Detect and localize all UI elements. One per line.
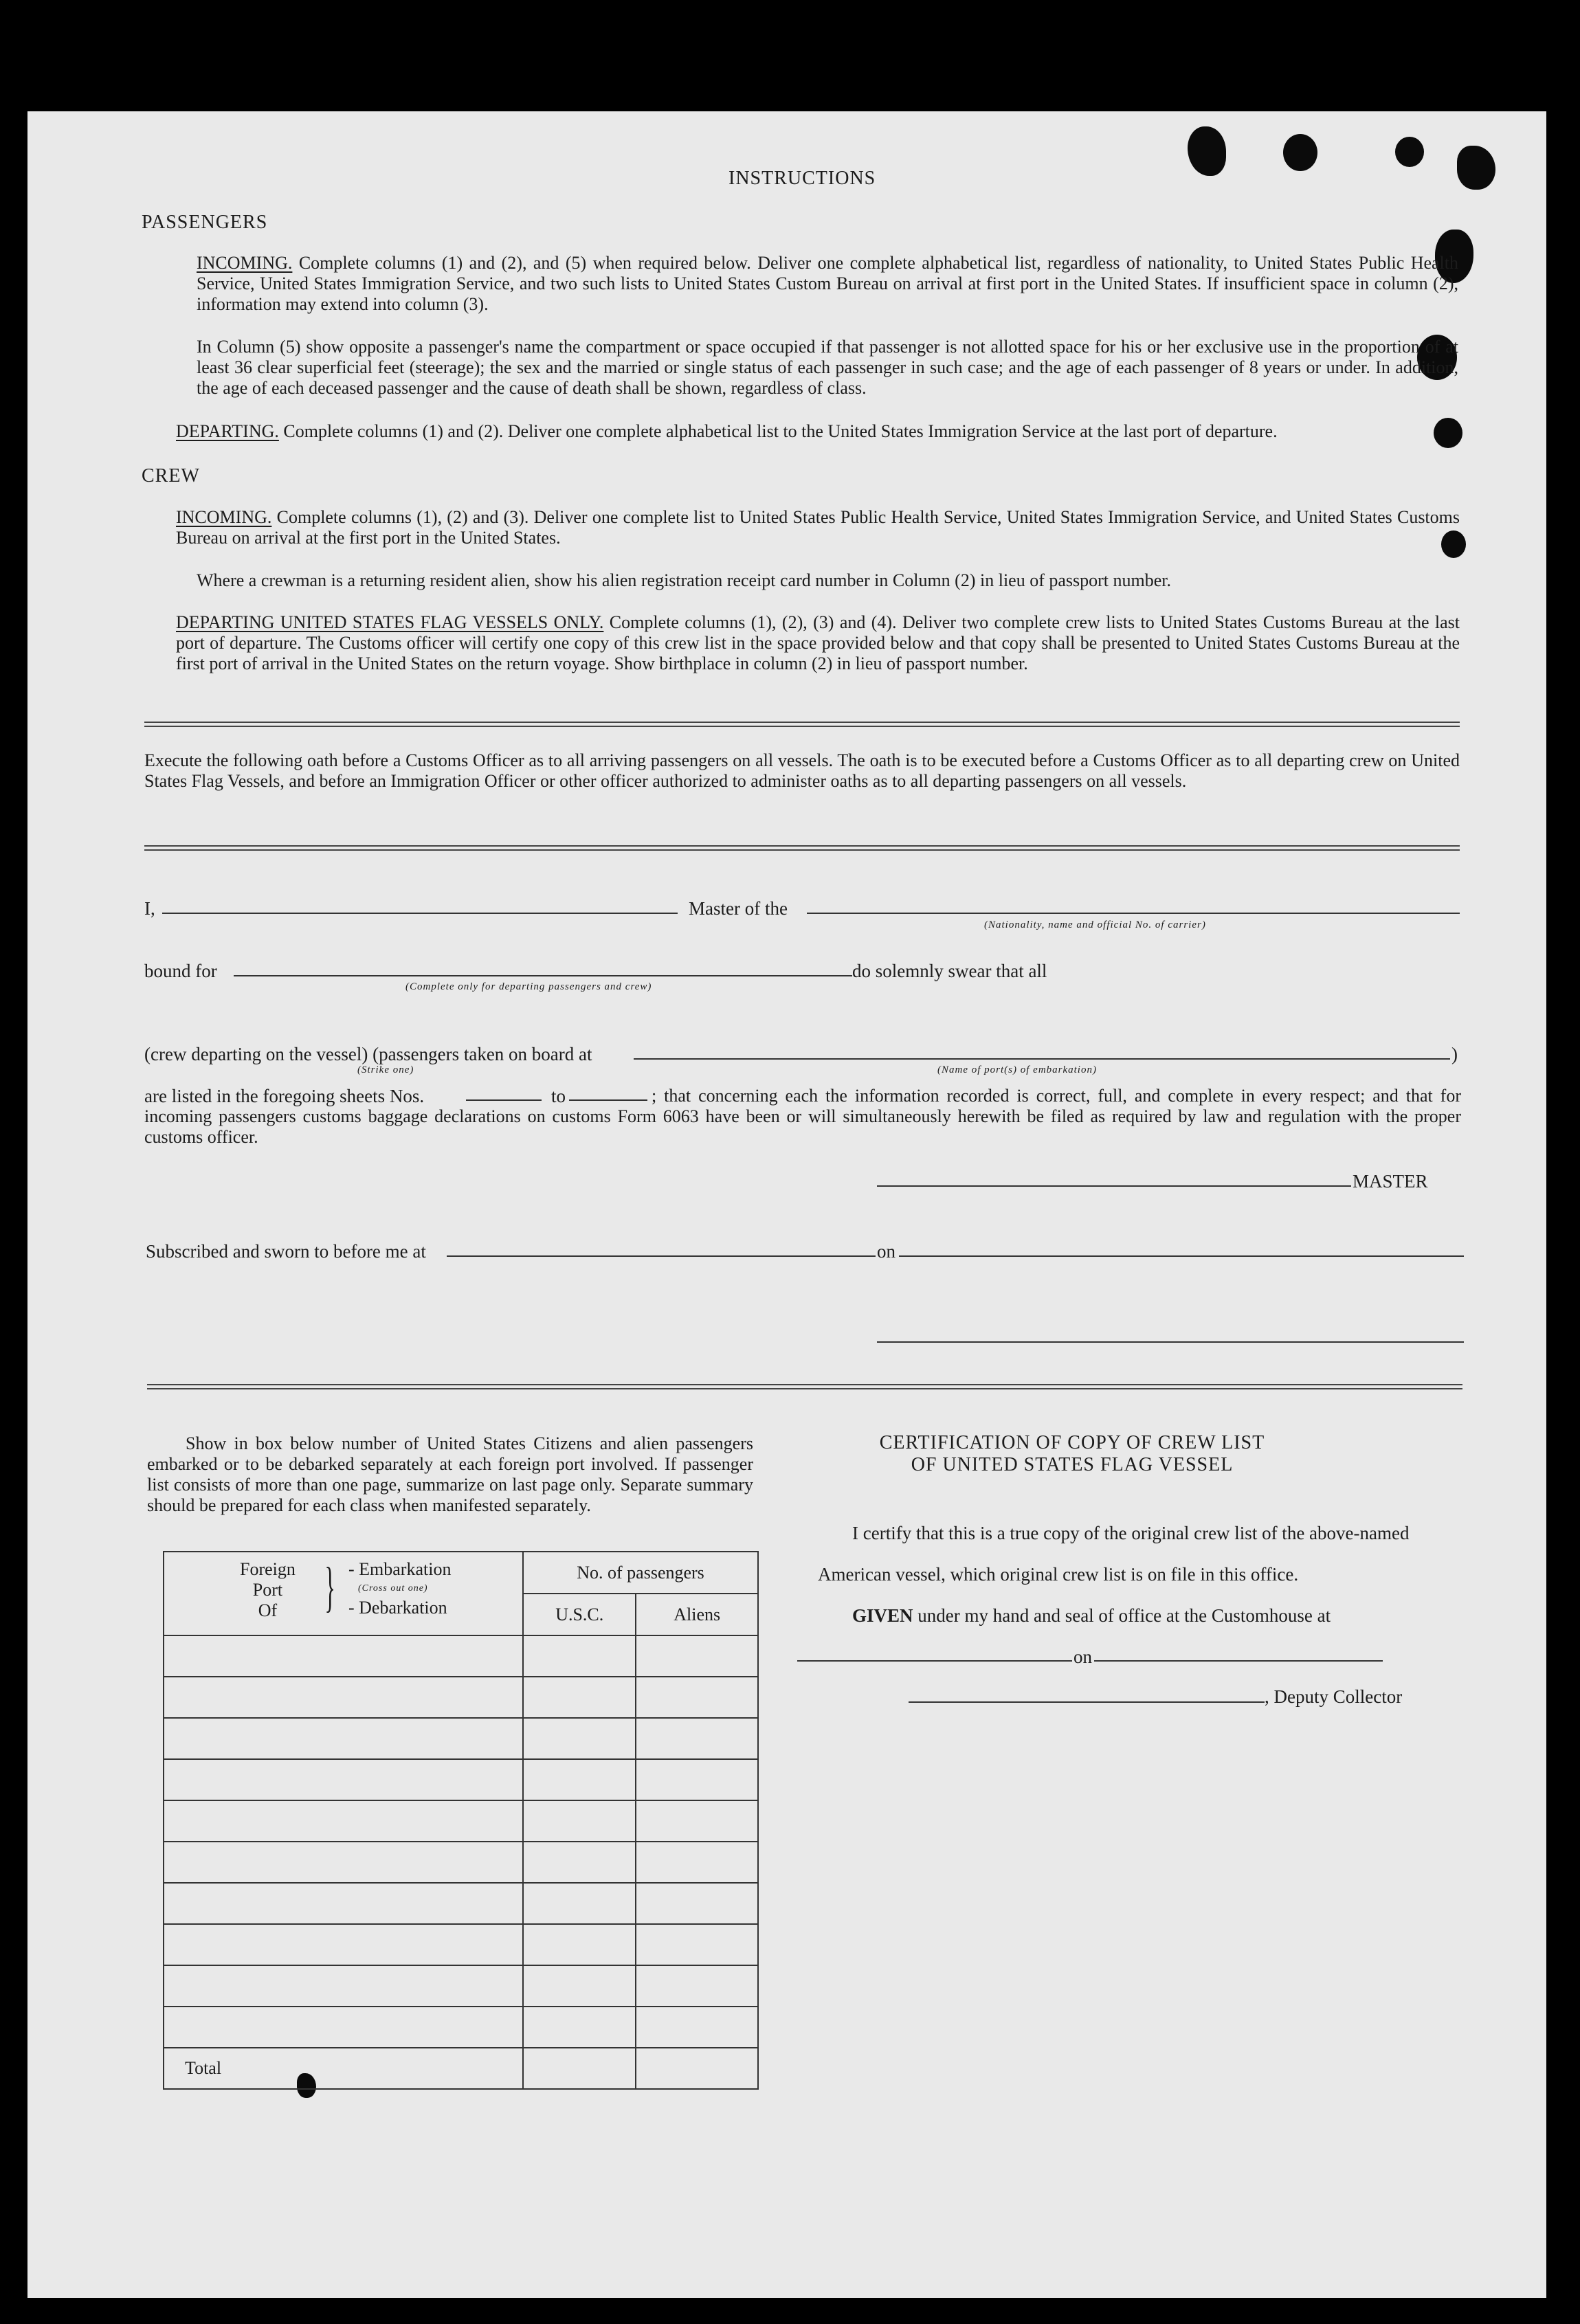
debarkation-label[interactable]: - Debarkation: [348, 1598, 447, 1618]
to-label: to: [551, 1086, 566, 1106]
aliens-cell[interactable]: [636, 1800, 758, 1842]
table-row: [164, 1883, 758, 1924]
officer-signature-field[interactable]: [877, 1341, 1464, 1343]
total-label: Total: [164, 2048, 523, 2089]
port-cell[interactable]: [164, 1924, 523, 1965]
nationality-hint: (Nationality, name and official No. of carrier): [984, 919, 1206, 930]
crew-incoming-label: INCOMING.: [176, 507, 272, 527]
aliens-cell[interactable]: [636, 2007, 758, 2048]
ports-hint: (Name of port(s) of embarkation): [937, 1064, 1097, 1075]
aliens-cell[interactable]: [636, 1924, 758, 1965]
usc-cell[interactable]: [523, 1965, 636, 2007]
aliens-header: Aliens: [636, 1594, 758, 1635]
usc-cell[interactable]: [523, 1635, 636, 1677]
oath-i-label: I,: [144, 898, 155, 919]
summary-instructions: Show in box below number of United States Citizens and alien passengers embarked or to be debarked separately at each foreign port involved. If passenger list consists of more than one page, summarize on last page only. Separate summary should be prepared for each class when manifested separately.: [147, 1433, 753, 1515]
usc-cell[interactable]: [523, 2007, 636, 2048]
cert-on-label: on: [1073, 1646, 1092, 1667]
strike-hint: (Strike one): [357, 1064, 414, 1075]
deputy-collector-label: , Deputy Collector: [1265, 1686, 1403, 1707]
aliens-cell[interactable]: [636, 1635, 758, 1677]
master-of-label: Master of the: [689, 898, 788, 919]
port-cell[interactable]: [164, 1677, 523, 1718]
sworn-place-field[interactable]: [447, 1255, 876, 1257]
given-label: GIVEN: [852, 1605, 913, 1626]
given-line: [852, 1605, 1331, 1627]
table-row: [164, 1800, 758, 1842]
table-row: [164, 1759, 758, 1800]
usc-cell[interactable]: [523, 1924, 636, 1965]
aliens-cell[interactable]: [636, 1883, 758, 1924]
section-divider: [147, 1384, 1462, 1389]
section-divider: [144, 845, 1460, 851]
master-label: MASTER: [1353, 1171, 1428, 1192]
crew-resident-paragraph: Where a crewman is a returning resident alien, show his alien registration receipt card number in Column (2) in lieu of passport number.: [197, 570, 1172, 590]
brace-icon: }: [324, 1557, 335, 1618]
passengers-heading: PASSENGERS: [142, 212, 268, 233]
certify-line2: American vessel, which original crew list is on file in this office.: [818, 1564, 1299, 1585]
table-row: [164, 1965, 758, 2007]
punch-hole: [1395, 137, 1424, 167]
port-cell[interactable]: [164, 2007, 523, 2048]
sworn-date-field[interactable]: [899, 1255, 1464, 1257]
port-cell[interactable]: [164, 1718, 523, 1759]
table-row: [164, 2007, 758, 2048]
passengers-incoming-text: Complete columns (1) and (2), and (5) when required below. Deliver one complete alphabetical list, regardless of nationality, to United States Public Health Service, United States Immigration Service, and two such lists to United States Custom Bureau on arrival at first port in the United States. If insufficient space in column (2), information may extend into column (3).: [197, 253, 1458, 314]
aliens-total-cell[interactable]: [636, 2048, 758, 2089]
port-cell[interactable]: [164, 1759, 523, 1800]
passenger-summary-table: [163, 1551, 759, 2090]
usc-cell[interactable]: [523, 1800, 636, 1842]
aliens-cell[interactable]: [636, 1718, 758, 1759]
punch-hole: [1188, 126, 1226, 176]
table-row: [164, 1635, 758, 1677]
oath-instructions: Execute the following oath before a Customs Officer as to all arriving passengers on all vessels. The oath is to be executed before a Customs Officer as to all departing crew on United States Flag Vessels, and before an Immigration Officer or other officer authorized to administer oaths as to all departing passengers on all vessels.: [144, 750, 1460, 791]
crew-incoming-paragraph: [176, 507, 1460, 548]
crew-departing-label: DEPARTING UNITED STATES FLAG VESSELS ONLY.: [176, 612, 604, 632]
embarkation-label[interactable]: - Embarkation: [348, 1559, 452, 1579]
passengers-incoming-label: INCOMING.: [197, 253, 293, 273]
usc-cell[interactable]: [523, 1759, 636, 1800]
listed-label: are listed in the foregoing sheets Nos.: [144, 1086, 425, 1106]
section-divider: [144, 722, 1460, 727]
page-title: INSTRUCTIONS: [728, 168, 876, 189]
punch-hole: [1283, 134, 1317, 171]
embarkation-ports-field[interactable]: [634, 1058, 1450, 1060]
swear-label: do solemnly swear that all: [852, 961, 1047, 981]
total-row: [164, 2048, 758, 2089]
usc-header: U.S.C.: [523, 1594, 636, 1635]
usc-cell[interactable]: [523, 1718, 636, 1759]
table-row: [164, 1842, 758, 1883]
carrier-field[interactable]: [807, 913, 1460, 914]
usc-total-cell[interactable]: [523, 2048, 636, 2089]
foreign-port-of-label: Foreign Port Of: [240, 1559, 296, 1620]
passengers-departing-paragraph: [176, 421, 1472, 442]
certification-title: [804, 1432, 1340, 1476]
crew-departing-paragraph: [176, 612, 1460, 674]
usc-cell[interactable]: [523, 1677, 636, 1718]
table-row: [164, 1924, 758, 1965]
certify-line1: I certify that this is a true copy of the original crew list of the above-named: [852, 1523, 1410, 1543]
port-cell[interactable]: [164, 1965, 523, 2007]
port-cell[interactable]: [164, 1800, 523, 1842]
aliens-cell[interactable]: [636, 1965, 758, 2007]
passengers-departing-label: DEPARTING.: [176, 421, 279, 441]
port-cell[interactable]: [164, 1842, 523, 1883]
oath-statement-text: ; that concerning each the information recorded is correct, full, and complete in every respect; and that for incoming passengers customs baggage declarations on customs Form 6063 have been or will simultaneously herewith be filed as required by law and regulation with the proper customs officer.: [144, 1086, 1461, 1147]
customhouse-field[interactable]: [797, 1660, 1072, 1662]
passengers-departing-text: Complete columns (1) and (2). Deliver one complete alphabetical list to the United States Immigration Service at the last port of departure.: [283, 421, 1278, 441]
port-cell[interactable]: [164, 1883, 523, 1924]
close-paren: ): [1451, 1044, 1458, 1064]
bound-for-label: bound for: [144, 961, 217, 981]
table-row: [164, 1677, 758, 1718]
usc-cell[interactable]: [523, 1883, 636, 1924]
certification-title-line1: CERTIFICATION OF COPY OF CREW LIST: [879, 1432, 1265, 1453]
bound-hint: (Complete only for departing passengers and crew): [405, 981, 652, 992]
bound-for-field[interactable]: [234, 975, 852, 976]
form-page: [27, 111, 1546, 2298]
master-name-field[interactable]: [162, 913, 678, 914]
deputy-collector-signature[interactable]: [909, 1701, 1265, 1703]
aliens-cell[interactable]: [636, 1759, 758, 1800]
crew-departing-text: Complete columns (1), (2), (3) and (4). Deliver two complete crew lists to United States Customs Bureau at the last port of departure. The Customs officer will certify one copy of this crew list in the space provided below and that copy shall be presented to United States Customs Bureau at the first port of arrival in the United States on the return voyage. Show birthplace in column (2) in lieu of passport number.: [176, 612, 1460, 673]
sworn-on-label: on: [877, 1241, 895, 1262]
subscribed-label: Subscribed and sworn to before me at: [146, 1241, 426, 1262]
port-cell[interactable]: [164, 1635, 523, 1677]
crew-departing-label: (crew departing on the vessel) (passengers taken on board at: [144, 1044, 592, 1064]
aliens-cell[interactable]: [636, 1842, 758, 1883]
oath-statement: [144, 1086, 1461, 1148]
usc-cell[interactable]: [523, 1842, 636, 1883]
cert-date-field[interactable]: [1094, 1660, 1383, 1662]
passengers-incoming-paragraph: [197, 253, 1458, 315]
foreign-port-header: [164, 1552, 523, 1635]
no-of-passengers-header: No. of passengers: [523, 1552, 758, 1594]
table-row: [164, 1718, 758, 1759]
given-text: under my hand and seal of office at the Customhouse at: [917, 1605, 1331, 1626]
crew-heading: CREW: [142, 465, 200, 487]
column5-paragraph: In Column (5) show opposite a passenger's name the compartment or space occupied if that passenger is not allotted space for his or her exclusive use in the proportion of at least 36 clear superficial feet (steerage); the sex and the married or single status of each passenger in such case; and the age of each passenger of 8 years or under. In addition, the age of each deceased passenger and the cause of death shall be shown, regardless of class.: [197, 337, 1458, 398]
cross-out-hint: (Cross out one): [358, 1583, 428, 1594]
aliens-cell[interactable]: [636, 1677, 758, 1718]
punch-hole: [1457, 146, 1495, 190]
certification-title-line2: OF UNITED STATES FLAG VESSEL: [911, 1454, 1234, 1475]
crew-incoming-text: Complete columns (1), (2) and (3). Deliver one complete list to United States Public Health Service, United States Immigration Service, and United States Customs Bureau on arrival at the first port in the United States.: [176, 507, 1460, 548]
master-signature-field[interactable]: [877, 1185, 1351, 1187]
